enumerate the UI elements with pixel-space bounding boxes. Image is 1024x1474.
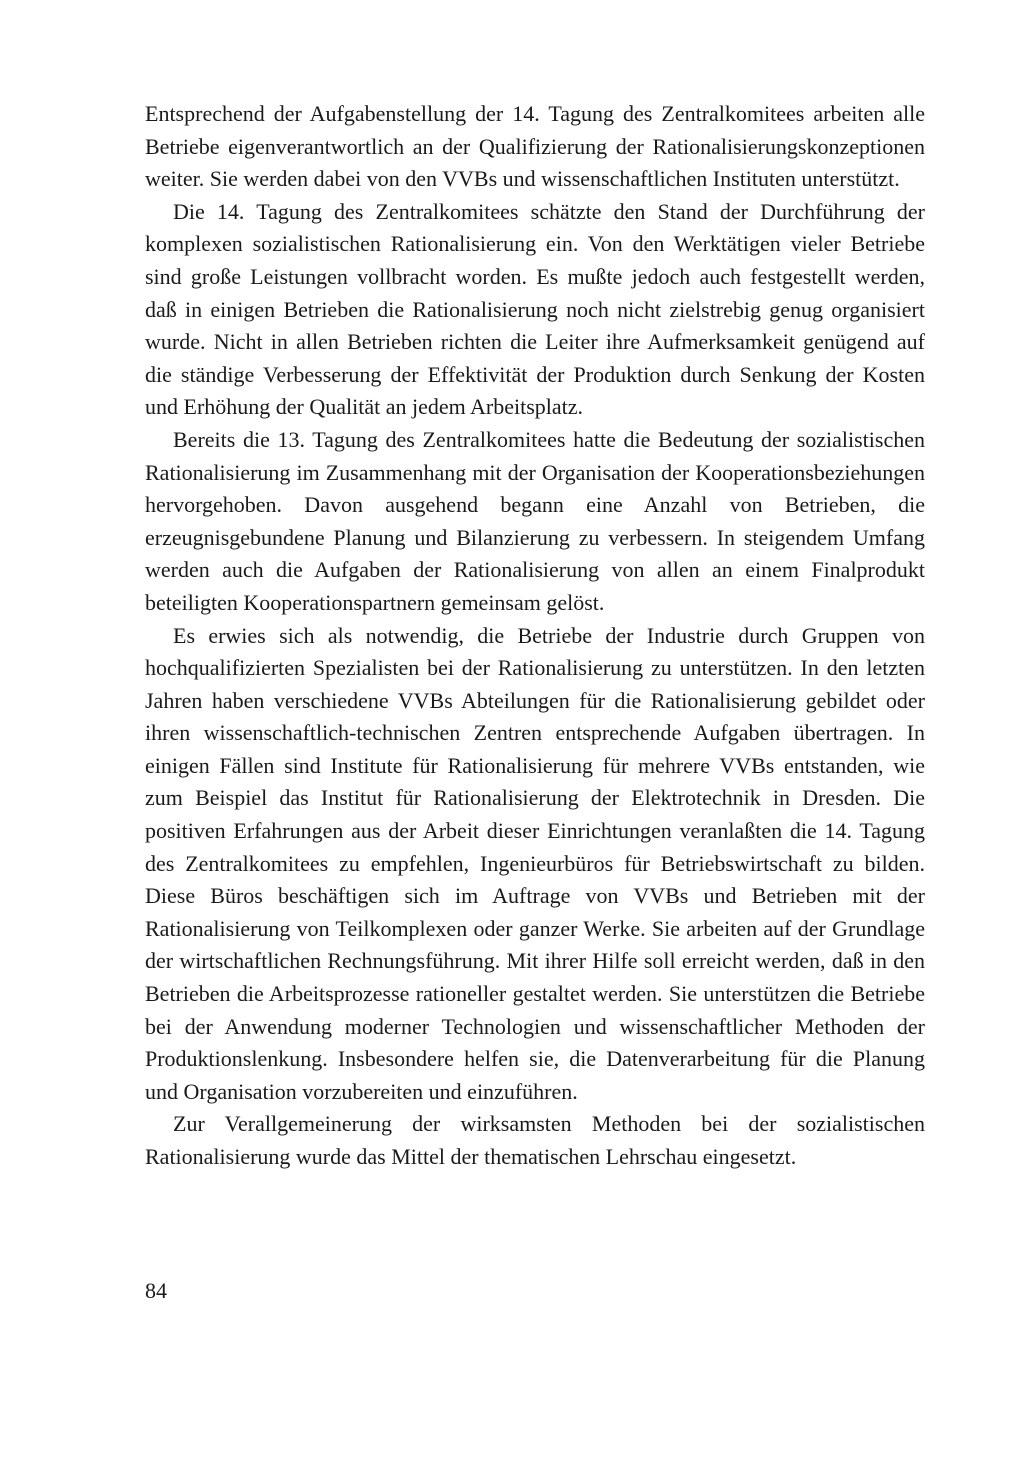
body-text <box>145 98 925 1174</box>
paragraph-3: Bereits die 13. Tagung des Zentralkomitees hatte die Bedeutung der sozialistischen Rationalisierung im Zusammenhang mit der Organisation der Kooperationsbeziehungen hervorgehoben. Davon ausgehend begann eine Anzahl von Betrieben, die erzeugnisgebundene Planung und Bilanzierung zu verbessern. In steigendem Umfang werden auch die Aufgaben der Rationalisierung von allen an einem Finalprodukt beteiligten Kooperationspartnern gemeinsam gelöst. <box>145 426 925 615</box>
paragraph-2: Die 14. Tagung des Zentralkomitees schätzte den Stand der Durchführung der komplexen sozialistischen Rationalisierung ein. Von den Werktätigen vieler Betriebe sind große Leistungen vollbracht worden. Es mußte jedoch auch festgestellt werden, daß in einigen Betrieben die Rationalisierung noch nicht zielstrebig genug organisiert wurde. Nicht in allen Betrieben richten die Leiter ihre Aufmerksamkeit genügend auf die ständige Verbesserung der Effektivität der Produktion durch Senkung der Kosten und Erhöhung der Qualität an jedem Arbeitsplatz. <box>145 198 925 420</box>
paragraph-4: Es erwies sich als notwendig, die Betriebe der Industrie durch Gruppen von hochqualifizierten Spezialisten bei der Rationalisierung zu unterstützen. In den letzten Jahren haben verschiedene VVBs Abteilungen für die Rationalisierung gebildet oder ihren wissenschaftlich-technischen Zentren entsprechende Aufgaben übertragen. In einigen Fällen sind Institute für Rationalisierung für mehrere VVBs entstanden, wie zum Beispiel das Institut für Rationalisierung der Elektrotechnik in Dresden. Die positiven Erfahrungen aus der Arbeit dieser Einrichtungen veranlaßten die 14. Tagung des Zentralkomitees zu empfehlen, Ingenieurbüros für Betriebswirtschaft zu bilden. Diese Büros beschäftigen sich im Auftrage von VVBs und Betrieben mit der Rationalisierung von Teilkomplexen oder ganzer Werke. Sie arbeiten auf der Grundlage der wirtschaftlichen Rechnungsführung. Mit ihrer Hilfe soll erreicht werden, daß in den Betrieben die Arbeitsprozesse rationeller gestaltet werden. Sie unterstützen die Betriebe bei der Anwendung moderner Technologien und wissenschaftlicher Methoden der Produktionslenkung. Insbesondere helfen sie, die Datenverarbeitung für die Planung und Organisation vorzubereiten und einzuführen. <box>145 622 925 1104</box>
paragraph-1: Entsprechend der Aufgabenstellung der 14. Tagung des Zentralkomitees arbeiten alle Betriebe eigenverantwortlich an der Qualifizierung der Rationalisierungskonzeptionen weiter. Sie werden dabei von den VVBs und wissenschaftlichen Instituten unterstützt. <box>145 101 925 192</box>
page-number: 84 <box>145 1278 167 1303</box>
paragraph-5: Zur Verallgemeinerung der wirksamsten Methoden bei der sozialistischen Rationalisierung wurde das Mittel der thematischen Lehrschau eingesetzt. <box>145 1111 925 1169</box>
